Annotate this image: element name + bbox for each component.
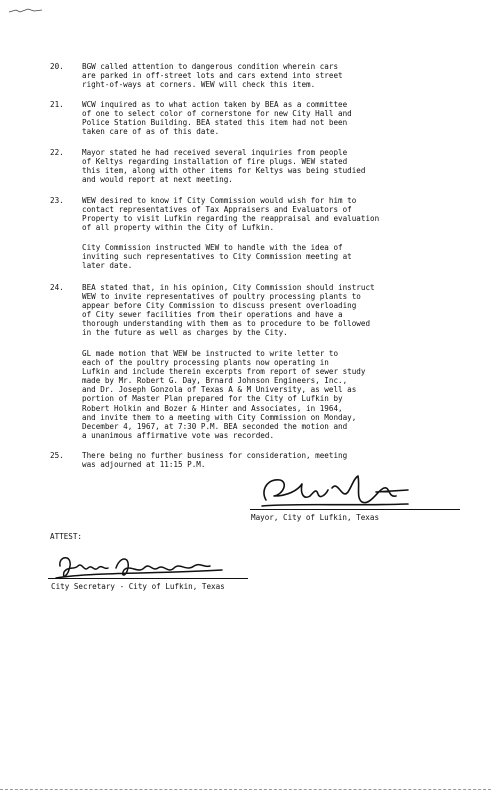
item-text: BEA stated that, in his opinion, City Commission should instruct WEW to invite representatives of poultry processing plants to appear before City Commission to discuss present overloading of City sewer facilities from their operations and have a thorough understanding with them as to procedure to be followed in the future as well as charges by the City.	[82, 283, 375, 338]
item-number: 22.	[50, 148, 64, 157]
item-number: 23.	[50, 196, 64, 205]
corner-scan-mark	[8, 6, 48, 16]
item-23-followup-paragraph: City Commission instructed WEW to handle with the idea of inviting such representatives to City Commission meeting at later date.	[82, 243, 352, 271]
item-24-motion-paragraph: GL made motion that WEW be instructed to write letter to each of the poultry processing plants now operating in Lufkin and include therein excerpts from report of sewer study made by Mr. Robert G. Day, Brnard Johnson Engineers, Inc., and Dr. Joseph Gonzola of Texas A & M University, as well as portion of Master Plan prepared for the City of Lufkin by Robert Holkin and Bozer & Hinter and Associates, in 1964, and invite them to a meeting with City Commission on Monday, December 4, 1967, at 7:30 P.M. BEA seconded the motion and a unanimous affirmative vote was recorded.	[82, 349, 366, 440]
item-number: 20.	[50, 62, 64, 71]
item-number: 25.	[50, 451, 64, 460]
item-text: WEW desired to know if City Commission would wish for him to contact representatives of Tax Appraisers and Evaluators of Property to visit Lufkin regarding the reappraisal and evaluation of all property within the City of Lufkin.	[82, 196, 380, 233]
city-secretary-signature	[54, 552, 224, 586]
mayor-signature-line	[250, 509, 460, 510]
mayor-signature	[258, 470, 418, 512]
city-secretary-signature-line	[48, 578, 248, 579]
scan-bottom-edge	[0, 789, 491, 790]
item-number: 24.	[50, 283, 64, 292]
attest-label: ATTEST:	[50, 532, 83, 541]
mayor-caption: Mayor, City of Lufkin, Texas	[251, 513, 380, 522]
item-text: BGW called attention to dangerous condition wherein cars are parked in off-street lots and cars extend into street right-of-ways at corners. WEW will check this item.	[82, 62, 343, 90]
city-secretary-caption: City Secretary - City of Lufkin, Texas	[51, 582, 225, 591]
item-number: 21.	[50, 100, 64, 109]
item-text: WCW inquired as to what action taken by BEA as a committee of one to select color of cornerstone for new City Hall and Police Station Building. BEA stated this item had not been taken care of as of this date.	[82, 100, 352, 137]
item-text: Mayor stated he had received several inquiries from people of Keltys regarding installation of fire plugs. WEW stated this item, along with other items for Keltys was being studied and would report at next meeting.	[82, 148, 366, 185]
item-text: There being no further business for consideration, meeting was adjourned at 11:15 P.M.	[82, 451, 348, 470]
